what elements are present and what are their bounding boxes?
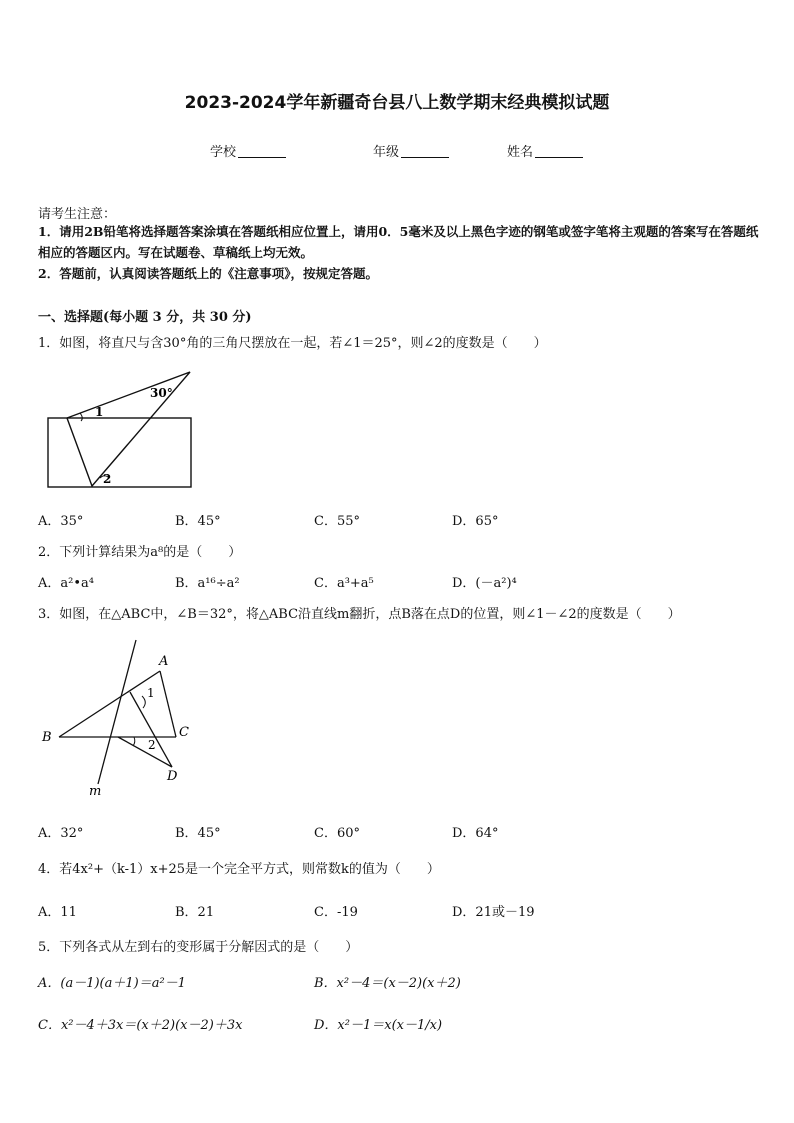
- school-blank[interactable]: [238, 145, 286, 158]
- label-30deg: 30°: [150, 386, 173, 400]
- q3-option-a[interactable]: A．32°: [38, 826, 84, 841]
- label-b: B: [42, 730, 52, 745]
- grade-label: 年级: [373, 145, 400, 160]
- label-a: A: [159, 654, 169, 669]
- q2-option-c[interactable]: C．a³+a⁵: [314, 576, 374, 591]
- q2-option-d[interactable]: D．(－a²)⁴: [452, 576, 517, 591]
- section-heading: 一、选择题(每小题 3 分，共 30 分): [38, 310, 252, 325]
- q3-figure: [38, 636, 198, 802]
- grade-blank[interactable]: [401, 145, 449, 158]
- notice-item-2: 2．答题前，认真阅读答题纸上的《注意事项》，按规定答题。: [38, 266, 378, 281]
- q5-stem: 5．下列各式从左到右的变形属于分解因式的是（ ）: [38, 940, 359, 955]
- q4-option-a[interactable]: A．11: [38, 905, 77, 920]
- angle1-arc: [142, 696, 145, 708]
- q5-option-c[interactable]: C．x²－4＋3x＝(x＋2)(x－2)＋3x: [38, 1018, 243, 1033]
- name-blank[interactable]: [535, 145, 583, 158]
- q2-stem: 2．下列计算结果为a⁸的是（ ）: [38, 545, 242, 560]
- q1-option-c[interactable]: C．55°: [314, 514, 360, 529]
- q5-option-a[interactable]: A．(a－1)(a＋1)＝a²－1: [38, 976, 186, 991]
- q1-option-d[interactable]: D．65°: [452, 514, 499, 529]
- q4-stem: 4．若4x²+（k-1）x+25是一个完全平方式，则常数k的值为（ ）: [38, 862, 440, 877]
- q3-option-c[interactable]: C．60°: [314, 826, 360, 841]
- q3-option-d[interactable]: D．64°: [452, 826, 499, 841]
- label-angle-2: 2: [148, 738, 156, 752]
- ruler-rect: [48, 418, 191, 487]
- q1-option-b[interactable]: B．45°: [175, 514, 221, 529]
- q2-option-a[interactable]: A．a²•a⁴: [38, 576, 94, 591]
- angle1-arc: [80, 413, 82, 421]
- grade-field[interactable]: [373, 141, 449, 160]
- q5-option-b[interactable]: B．x²－4＝(x－2)(x＋2): [314, 976, 461, 991]
- q5-option-d[interactable]: D．x²－1＝x(x－1/x): [314, 1018, 443, 1033]
- q1-figure: [40, 366, 200, 492]
- q1-stem: 1．如图，将直尺与含30°角的三角尺摆放在一起，若∠1＝25°，则∠2的度数是（ ）: [38, 336, 547, 351]
- q3-stem: 3．如图，在△ABC中，∠B＝32°，将△ABC沿直线m翻折，点B落在点D的位置，则∠1－∠2的度数是（ ）: [38, 607, 681, 622]
- notice-item-1: 1．请用2B铅笔将选择题答案涂填在答题纸相应位置上，请用0．5毫米及以上黑色字迹的钢笔或签字笔将主观题的答案写在答题纸相应的答题区内。写在试题卷、草稿纸上均无效。: [38, 224, 759, 260]
- label-m: m: [89, 784, 102, 799]
- label-angle-1: 1: [147, 686, 155, 700]
- label-d: D: [167, 769, 178, 784]
- name-label: 姓名: [507, 145, 534, 160]
- q3-option-b[interactable]: B．45°: [175, 826, 221, 841]
- q2-option-b[interactable]: B．a¹⁶÷a²: [175, 576, 240, 591]
- label-c: C: [179, 725, 189, 740]
- line-m: [98, 640, 136, 784]
- label-angle-1: 1: [95, 405, 104, 419]
- q4-option-c[interactable]: C．-19: [314, 905, 358, 920]
- q1-option-a[interactable]: A．35°: [38, 514, 84, 529]
- notice-heading: 请考生注意：: [38, 207, 117, 222]
- label-angle-2: 2: [103, 472, 112, 486]
- page-title: 2023-2024学年新疆奇台县八上数学期末经典模拟试题: [184, 93, 610, 113]
- segment-ac: [160, 671, 176, 737]
- q4-option-b[interactable]: B．21: [175, 905, 215, 920]
- name-field[interactable]: [507, 141, 583, 160]
- school-label: 学校: [210, 145, 237, 160]
- q4-option-d[interactable]: D．21或－19: [452, 905, 535, 920]
- angle2-arc: [133, 737, 135, 746]
- school-field[interactable]: [210, 141, 286, 160]
